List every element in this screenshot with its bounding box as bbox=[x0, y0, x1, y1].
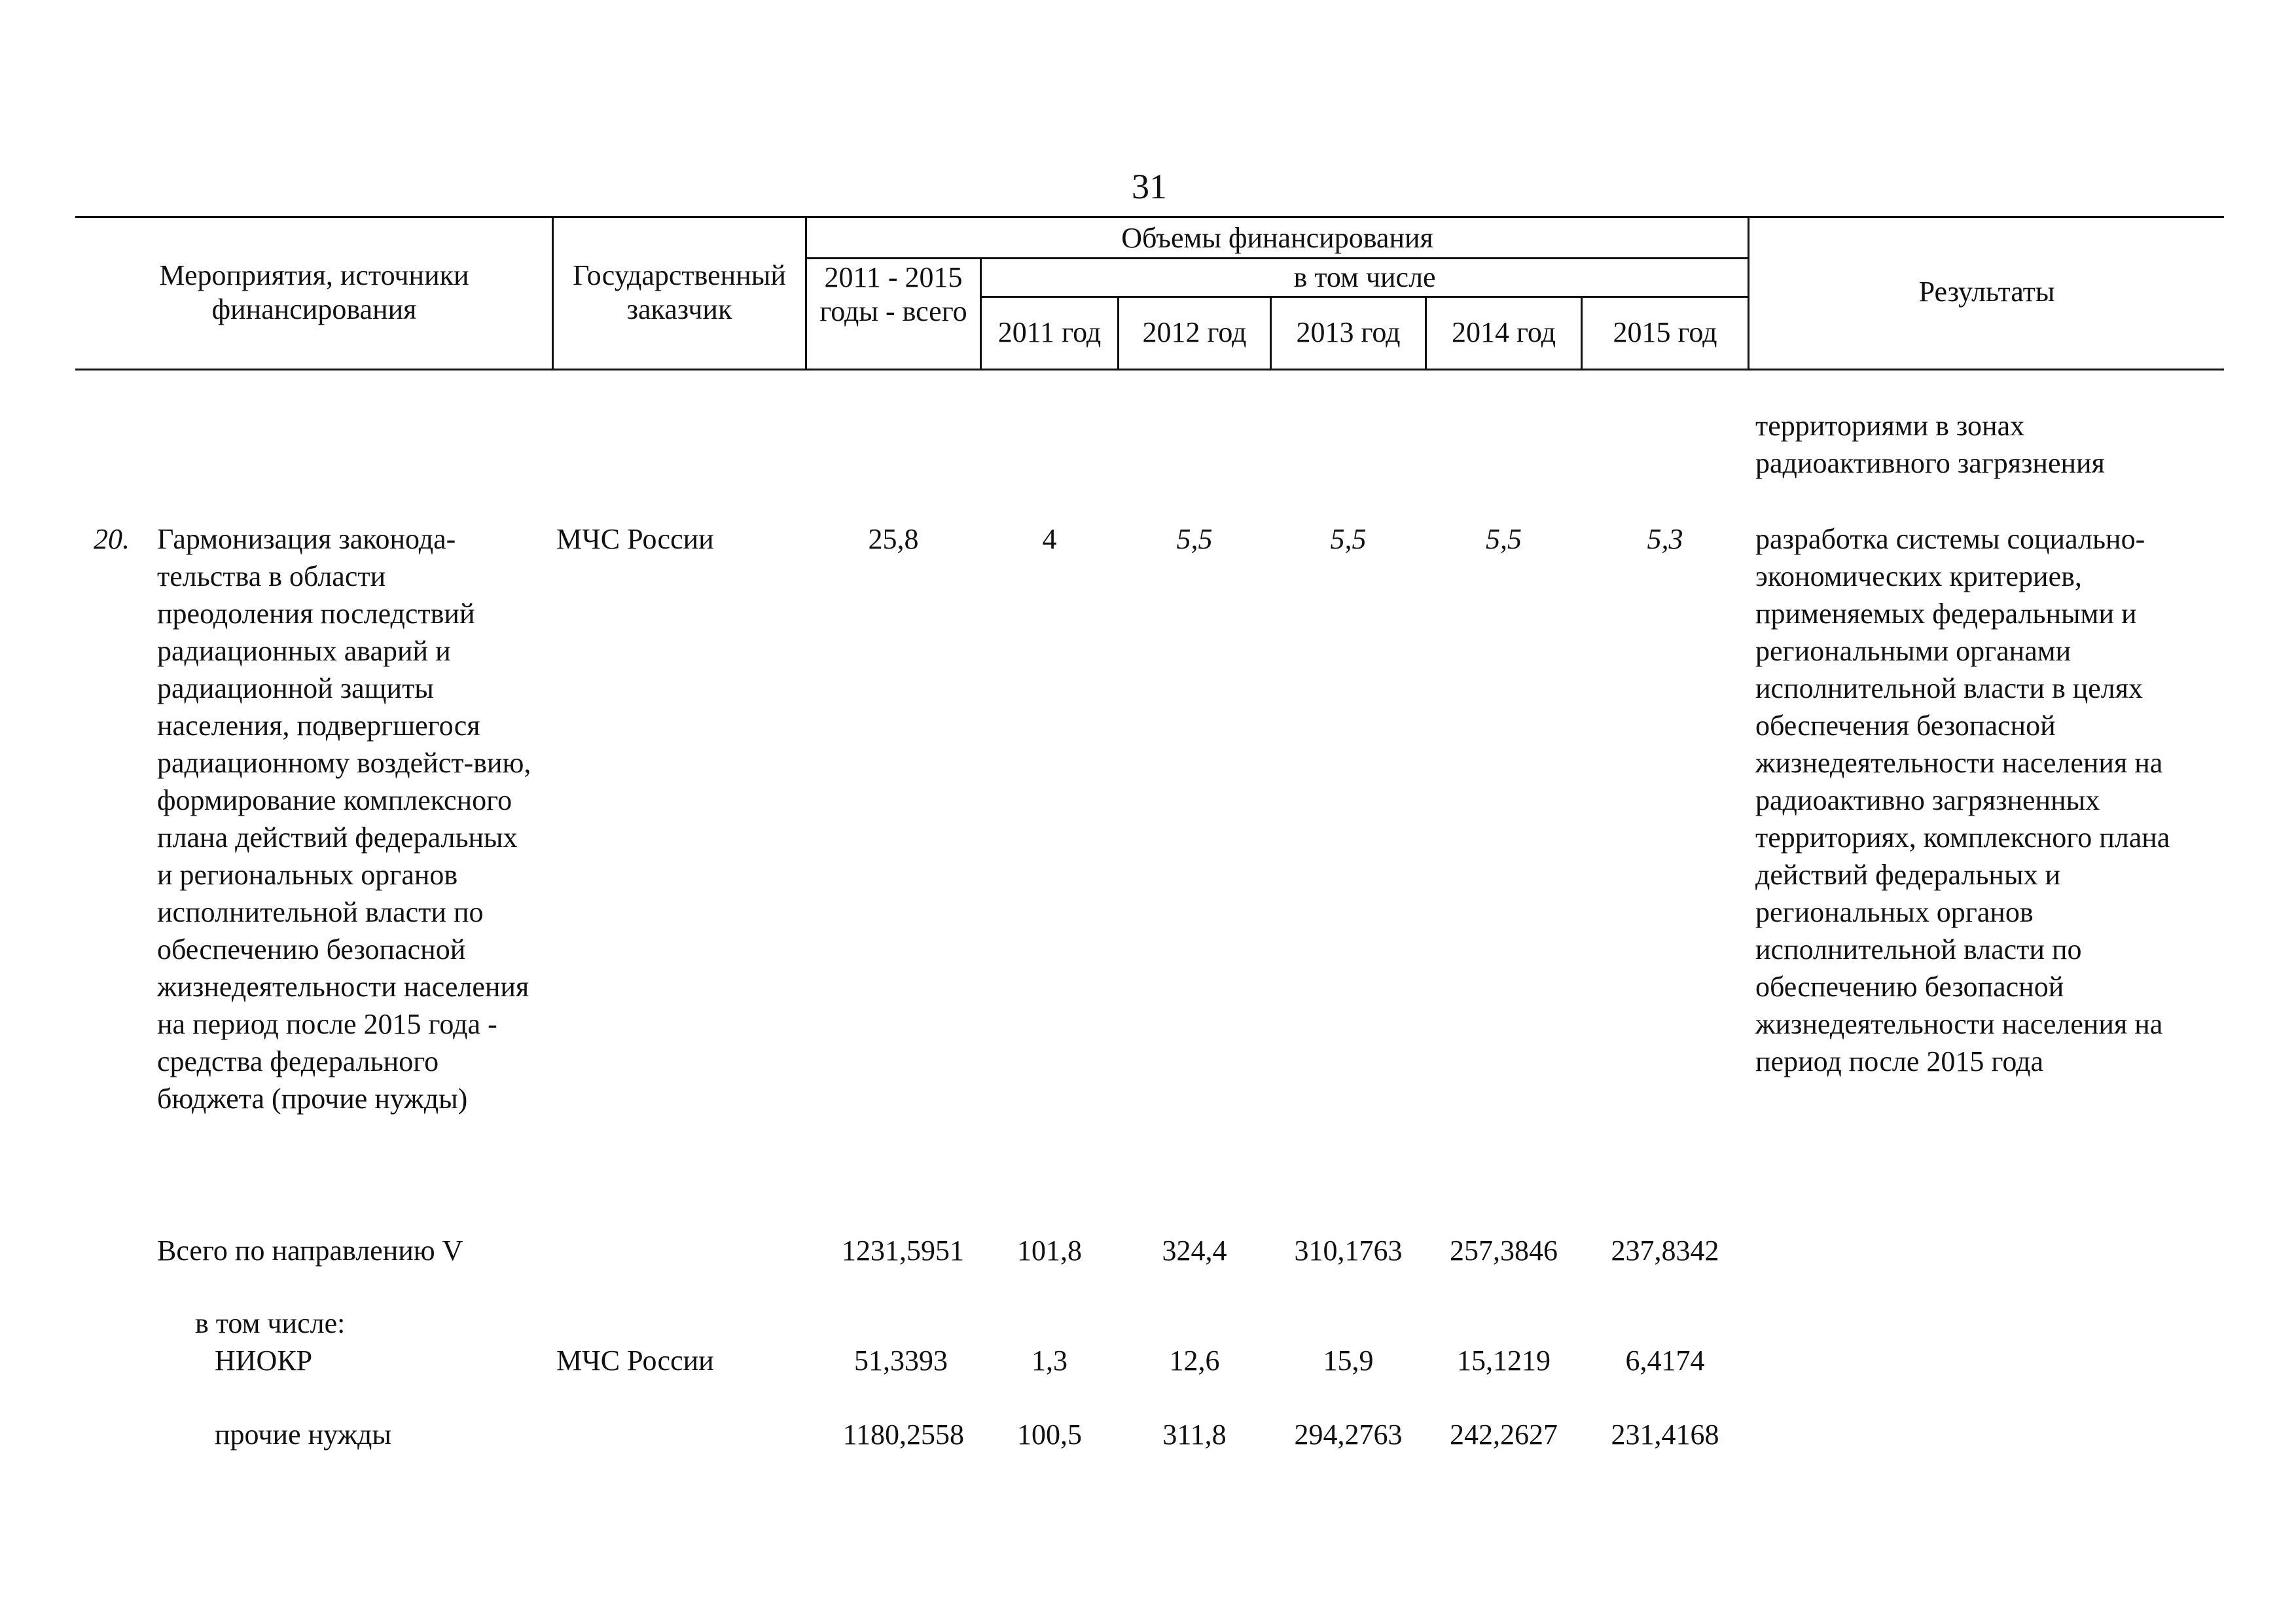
total-2014: 257,3846 bbox=[1450, 1235, 1558, 1267]
including-label: в том числе: bbox=[195, 1307, 346, 1339]
other-label: прочие нужды bbox=[215, 1418, 391, 1451]
total-2012: 324,4 bbox=[1162, 1235, 1227, 1267]
page-number: 31 bbox=[1132, 167, 1167, 206]
item-2011: 4 bbox=[1042, 523, 1057, 555]
total-label: Всего по направлению V bbox=[157, 1235, 463, 1267]
header-year-2012: 2012 год bbox=[1142, 316, 1247, 348]
years-subrule bbox=[980, 296, 1748, 298]
other-2014: 242,2627 bbox=[1450, 1418, 1558, 1451]
other-2011: 100,5 bbox=[1017, 1418, 1082, 1451]
niokr-label: НИОКР bbox=[215, 1344, 313, 1377]
item-customer: МЧС России bbox=[556, 523, 714, 555]
niokr-total: 51,3393 bbox=[854, 1344, 948, 1377]
item-2012: 5,5 bbox=[1176, 523, 1213, 555]
total-2013: 310,1763 bbox=[1294, 1235, 1403, 1267]
item-2014: 5,5 bbox=[1486, 523, 1522, 555]
other-2015: 231,4168 bbox=[1611, 1418, 1719, 1451]
item-2015: 5,3 bbox=[1647, 523, 1683, 555]
item-total: 25,8 bbox=[868, 523, 919, 555]
header-year-2014: 2014 год bbox=[1451, 316, 1556, 348]
continuation-result: территориями в зонах радиоактивного загрязнения bbox=[1755, 410, 2105, 479]
header-funding: Объемы финансирования bbox=[1121, 222, 1433, 254]
other-total: 1180,2558 bbox=[842, 1418, 964, 1451]
item-result: разработка системы социально-экономических критериев, применяемых федеральными и региональными органами исполнительной власти в целях обеспечения безопасной жизнедеятельности населения на радиоактивно загрязненных территориях, комплексного плана действий федеральных и региональных органов исполнительной власти по обеспечению безопасной жизнедеятельности населения на период после 2015 года bbox=[1755, 523, 2170, 1077]
other-2013: 294,2763 bbox=[1294, 1418, 1403, 1451]
item-2013: 5,5 bbox=[1330, 523, 1367, 555]
item-number: 20. bbox=[94, 523, 130, 555]
header-including: в том числе bbox=[1293, 261, 1436, 293]
niokr-2011: 1,3 bbox=[1031, 1344, 1067, 1377]
header-activity: Мероприятия, источники финансирования bbox=[159, 259, 469, 325]
niokr-2013: 15,9 bbox=[1323, 1344, 1374, 1377]
header-year-2011: 2011 год bbox=[997, 316, 1102, 348]
other-2012: 311,8 bbox=[1162, 1418, 1227, 1451]
total-2011: 101,8 bbox=[1017, 1235, 1082, 1267]
funding-subrule bbox=[805, 257, 1748, 259]
header-top-rule bbox=[75, 216, 2224, 218]
total-total: 1231,5951 bbox=[842, 1235, 964, 1267]
total-2015: 237,8342 bbox=[1611, 1235, 1719, 1267]
header-bottom-rule bbox=[75, 369, 2224, 370]
item-activity: Гармонизация законода-тельства в области преодоления последствий радиационных аварий и радиационной защиты населения, подвергшегося радиационному воздейст-вию, формирование комплексного плана действий федеральных и региональных органов исполнительной власти по обеспечению безопасной жизнедеятельности населения на период после 2015 года - средства федерального бюджета (прочие нужды) bbox=[157, 523, 531, 1115]
niokr-2012: 12,6 bbox=[1169, 1344, 1220, 1377]
header-results: Результаты bbox=[1918, 276, 2055, 308]
header-year-2015: 2015 год bbox=[1613, 316, 1717, 348]
header-customer: Государственный заказчик bbox=[573, 259, 786, 325]
niokr-customer: МЧС России bbox=[556, 1344, 714, 1377]
niokr-2014: 15,1219 bbox=[1457, 1344, 1551, 1377]
header-year-2013: 2013 год bbox=[1296, 316, 1401, 348]
niokr-2015: 6,4174 bbox=[1625, 1344, 1705, 1377]
header-total: 2011 - 2015 годы - всего bbox=[819, 261, 967, 327]
